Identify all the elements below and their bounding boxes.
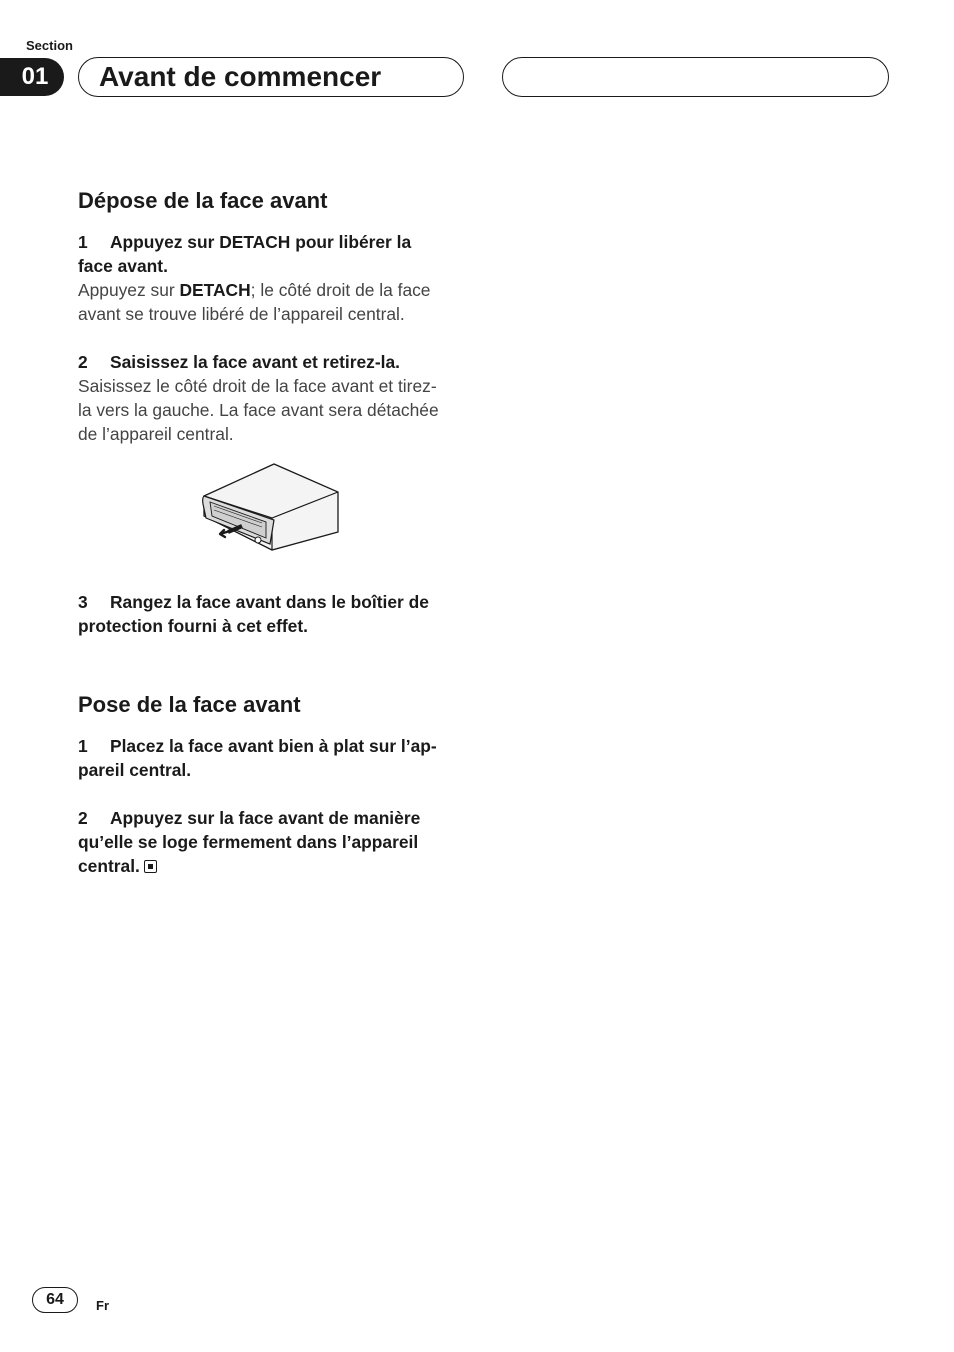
body-text: de l’appareil central. bbox=[78, 424, 234, 444]
step-title-text: Appuyez sur DETACH pour libérer la bbox=[110, 232, 412, 252]
step-number: 2 bbox=[78, 352, 88, 372]
head-unit-illustration bbox=[200, 460, 340, 560]
step-title-text: central. bbox=[78, 856, 140, 876]
step-body bbox=[78, 278, 464, 326]
language-code: Fr bbox=[96, 1298, 109, 1313]
step-title-text: protection fourni à cet effet. bbox=[78, 616, 308, 636]
body-text: Saisissez le côté droit de la face avant et tirez- bbox=[78, 376, 437, 396]
main-content bbox=[78, 186, 464, 878]
step-title bbox=[78, 350, 464, 374]
page-number: 64 bbox=[32, 1287, 78, 1313]
step-title-text: Placez la face avant bien à plat sur l’ap- bbox=[110, 736, 437, 756]
detach-keyword: DETACH bbox=[179, 280, 251, 300]
step-title bbox=[78, 230, 464, 278]
heading-pose: Pose de la face avant bbox=[78, 692, 301, 717]
step-number: 3 bbox=[78, 592, 88, 612]
step-title bbox=[78, 590, 464, 638]
step-number: 1 bbox=[78, 736, 88, 756]
body-text: Appuyez sur bbox=[78, 280, 180, 300]
step-title bbox=[78, 734, 464, 782]
section-title-box bbox=[78, 57, 464, 97]
step-title bbox=[78, 806, 464, 878]
heading-depose: Dépose de la face avant bbox=[78, 188, 328, 213]
body-text: la vers la gauche. La face avant sera détachée bbox=[78, 400, 439, 420]
section-title: Avant de commencer bbox=[99, 61, 382, 92]
end-of-section-icon bbox=[144, 860, 157, 873]
step-title-text: Rangez la face avant dans le boîtier de bbox=[110, 592, 429, 612]
section-number-badge: 01 bbox=[0, 58, 64, 96]
step-body bbox=[78, 374, 464, 446]
section-label: Section bbox=[26, 38, 73, 53]
step-title-text: pareil central. bbox=[78, 760, 192, 780]
step-number: 1 bbox=[78, 232, 88, 252]
step-title-text: Appuyez sur la face avant de manière bbox=[110, 808, 421, 828]
detach-illustration bbox=[78, 460, 464, 570]
body-text: avant se trouve libéré de l’appareil central. bbox=[78, 304, 405, 324]
step-title-text: Saisissez la face avant et retirez-la. bbox=[110, 352, 401, 372]
body-text: ; le côté droit de la face bbox=[250, 280, 431, 300]
step-number: 2 bbox=[78, 808, 88, 828]
empty-header-box bbox=[502, 57, 889, 97]
step-title-text: face avant. bbox=[78, 256, 168, 276]
step-title-text: qu’elle se loge fermement dans l’appareil bbox=[78, 832, 419, 852]
